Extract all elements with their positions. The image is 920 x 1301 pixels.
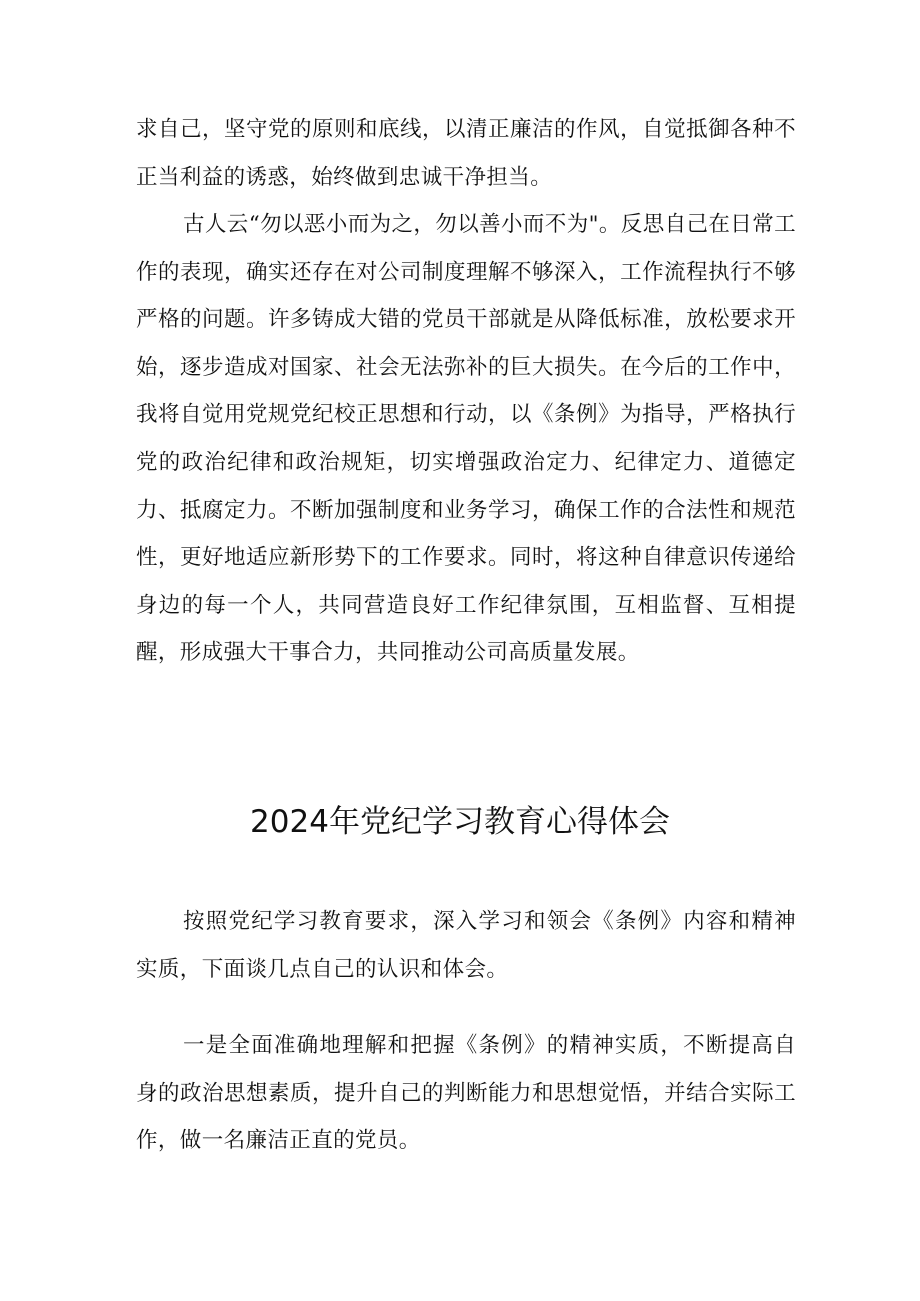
- paragraph-intro: 按照党纪学习教育要求，深入学习和领会《条例》内容和精神实质，下面谈几点自己的认识和体会。: [136, 909, 796, 982]
- paragraph-continuation: 求自己，坚守党的原则和底线，以清正廉洁的作风，自觉抵御各种不正当利益的诱惑，始终做到忠诚干净担当。: [136, 117, 796, 190]
- paragraph-reflection: 古人云“勿以恶小而为之，勿以善小而不为"。反思自己在日常工作的表现，确实还存在对公司制度理解不够深入，工作流程执行不够严格的问题。许多铸成大错的党员干部就是从降低标准，放松要求开始，逐步造成对国家、社会无法弥补的巨大损失。在今后的工作中，我将自觉用党规党纪校正思想和行动，以《条例》为指导，严格执行党的政治纪律和政治规矩，切实增强政治定力、纪律定力、道德定力、抵腐定力。不断加强制度和业务学习，确保工作的合法性和规范性，更好地适应新形势下的工作要求。同时，将这种自律意识传递给身边的每一个人，共同营造良好工作纪律氛围，互相监督、互相提醒，形成强大干事合力，共同推动公司高质量发展。: [136, 212, 796, 666]
- section-title: 2024年党纪学习教育心得体会: [250, 804, 670, 840]
- paragraph-point-one: 一是全面准确地理解和把握《条例》的精神实质，不断提高自身的政治思想素质，提升自己的判断能力和思想觉悟，并结合实际工作，做一名廉洁正直的党员。: [136, 1033, 796, 1154]
